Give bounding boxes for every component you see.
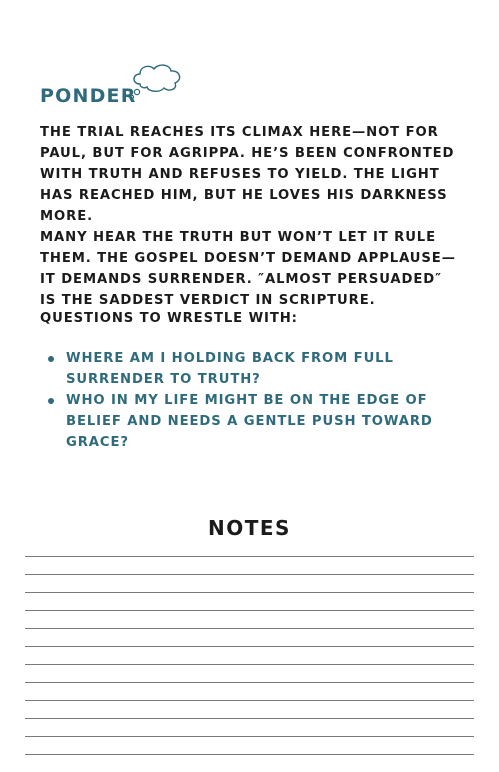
notes-title: NOTES	[208, 516, 291, 540]
questions-list	[48, 348, 458, 453]
bullet-icon	[48, 356, 54, 362]
note-line	[25, 700, 474, 701]
note-line	[25, 574, 474, 575]
reflection-paragraph-2: MANY HEAR THE TRUTH BUT WON’T LET IT RULE THEM. THE GOSPEL DOESN’T DEMAND APPLAUSE—IT DEMANDS SURRENDER. ″ALMOST PERSUADED″ IS THE SADDEST VERDICT IN SCRIPTURE.	[40, 230, 456, 308]
notes-lines	[25, 556, 474, 772]
note-line	[25, 592, 474, 593]
note-line	[25, 664, 474, 665]
note-line	[25, 736, 474, 737]
note-line	[25, 682, 474, 683]
question-item	[48, 390, 458, 453]
question-text: WHO IN MY LIFE MIGHT BE ON THE EDGE OF BELIEF AND NEEDS A GENTLE PUSH TOWARD GRACE?	[66, 393, 433, 450]
reflection-text	[40, 122, 460, 311]
note-line	[25, 556, 474, 557]
note-line	[25, 718, 474, 719]
bullet-icon	[48, 398, 54, 404]
note-line	[25, 754, 474, 755]
note-line	[25, 646, 474, 647]
ponder-header	[40, 60, 200, 110]
question-text: WHERE AM I HOLDING BACK FROM FULL SURRENDER TO TRUTH?	[66, 351, 394, 387]
question-item	[48, 348, 458, 390]
reflection-paragraph-1: THE TRIAL REACHES ITS CLIMAX HERE—NOT FOR PAUL, BUT FOR AGRIPPA. HE’S BEEN CONFRONTED WITH TRUTH AND REFUSES TO YIELD. THE LIGHT HAS REACHED HIM, BUT HE LOVES HIS DARKNESS MORE.	[40, 125, 455, 224]
questions-heading: QUESTIONS TO WRESTLE WITH:	[40, 311, 298, 326]
note-line	[25, 628, 474, 629]
note-line	[25, 610, 474, 611]
ponder-title: PONDER	[40, 85, 137, 107]
